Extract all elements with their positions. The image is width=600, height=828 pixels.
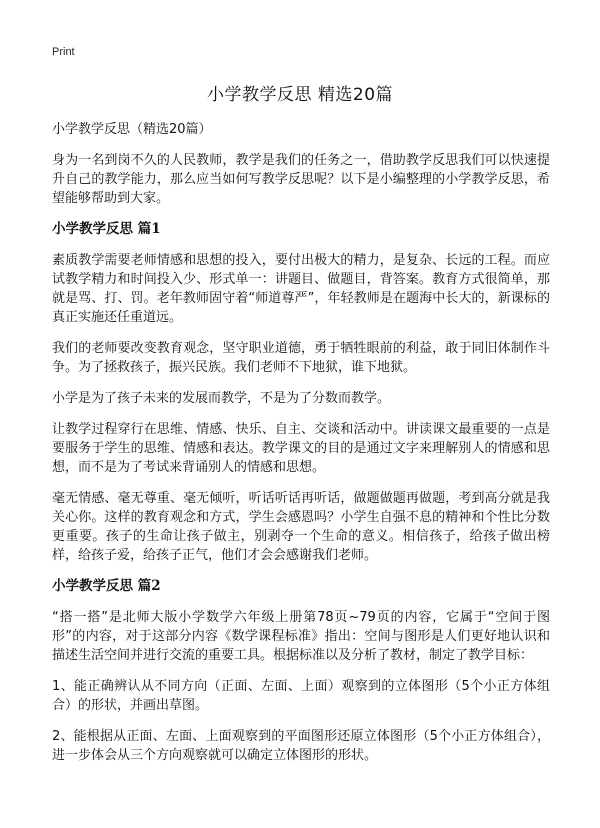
intro-paragraph: 身为一名到岗不久的人民教师，教学是我们的任务之一，借助教学反思我们可以快速提升自己的教学能力，那么应当如何写教学反思呢？以下是小编整理的小学教学反思，希望能够帮助到大家。 xyxy=(52,153,550,206)
section2-paragraph: “搭一搭”是北师大版小学数学六年级上册第78页~79页的内容，它属于“空间于图形”的内容，对于这部分内容《数学课程标准》指出：空间与图形是人们更好地认识和描述生活空间并进行交流的重要工具。根据标准以及分析了教材，制定了教学目标： xyxy=(52,610,550,663)
section1-paragraph: 小学是为了孩子未来的发展而教学，不是为了分数而教学。 xyxy=(52,391,391,406)
print-link[interactable]: Print xyxy=(52,46,75,58)
section1-paragraph: 毫无情感、毫无尊重、毫无倾听，听话听话再听话，做题做题再做题，考到高分就是我关心你。这样的教育观念和方式，学生会感恩吗？小学生自强不息的精神和个性比分数更重要。孩子的生命让孩子做主，别剥夺一个生命的意义。相信孩子，给孩子做出榜样，给孩子爱，给孩子正气，他们才会会感谢我们老师。 xyxy=(52,491,550,563)
section1-paragraph: 素质教学需要老师情感和思想的投入，要付出极大的精力，是复杂、长远的工程。而应试教学精力和时间投入少、形式单一：讲题目、做题目，背答案。教育方式很简单，那就是骂、打、罚。老年教师固守着“师道尊严”，年轻教师是在题海中长大的，新课标的真正实施还任重道远。 xyxy=(52,253,550,325)
section2-paragraph: 1、能正确辨认从不同方向（正面、左面、上面）观察到的立体图形（5个小正方体组合）的形状，并画出草图。 xyxy=(52,679,550,713)
document-body xyxy=(52,120,550,777)
section1-paragraph: 我们的老师要改变教育观念，坚守职业道德，勇于牺牲眼前的利益，敢于同旧体制作斗争。为了拯救孩子，振兴民族。我们老师不下地狱，谁下地狱。 xyxy=(52,341,550,375)
page-title: 小学教学反思 精选20篇 xyxy=(206,85,394,105)
section-heading-1: 小学教学反思 篇1 xyxy=(52,221,161,237)
section-heading-2: 小学教学反思 篇2 xyxy=(52,578,161,594)
document-subtitle: 小学教学反思（精选20篇） xyxy=(52,122,212,137)
section2-paragraph: 2、能根据从正面、左面、上面观察到的平面图形还原立体图形（5个小正方体组合），进一步体会从三个方向观察就可以确定立体图形的形状。 xyxy=(52,729,550,763)
section1-paragraph: 让教学过程穿行在思维、情感、快乐、自主、交谈和活动中。讲读课文最重要的一点是要服务于学生的思维、情感和表达。教学课文的目的是通过文字来理解别人的情感和思想，而不是为了考试来背诵别人的情感和思想。 xyxy=(52,422,550,475)
